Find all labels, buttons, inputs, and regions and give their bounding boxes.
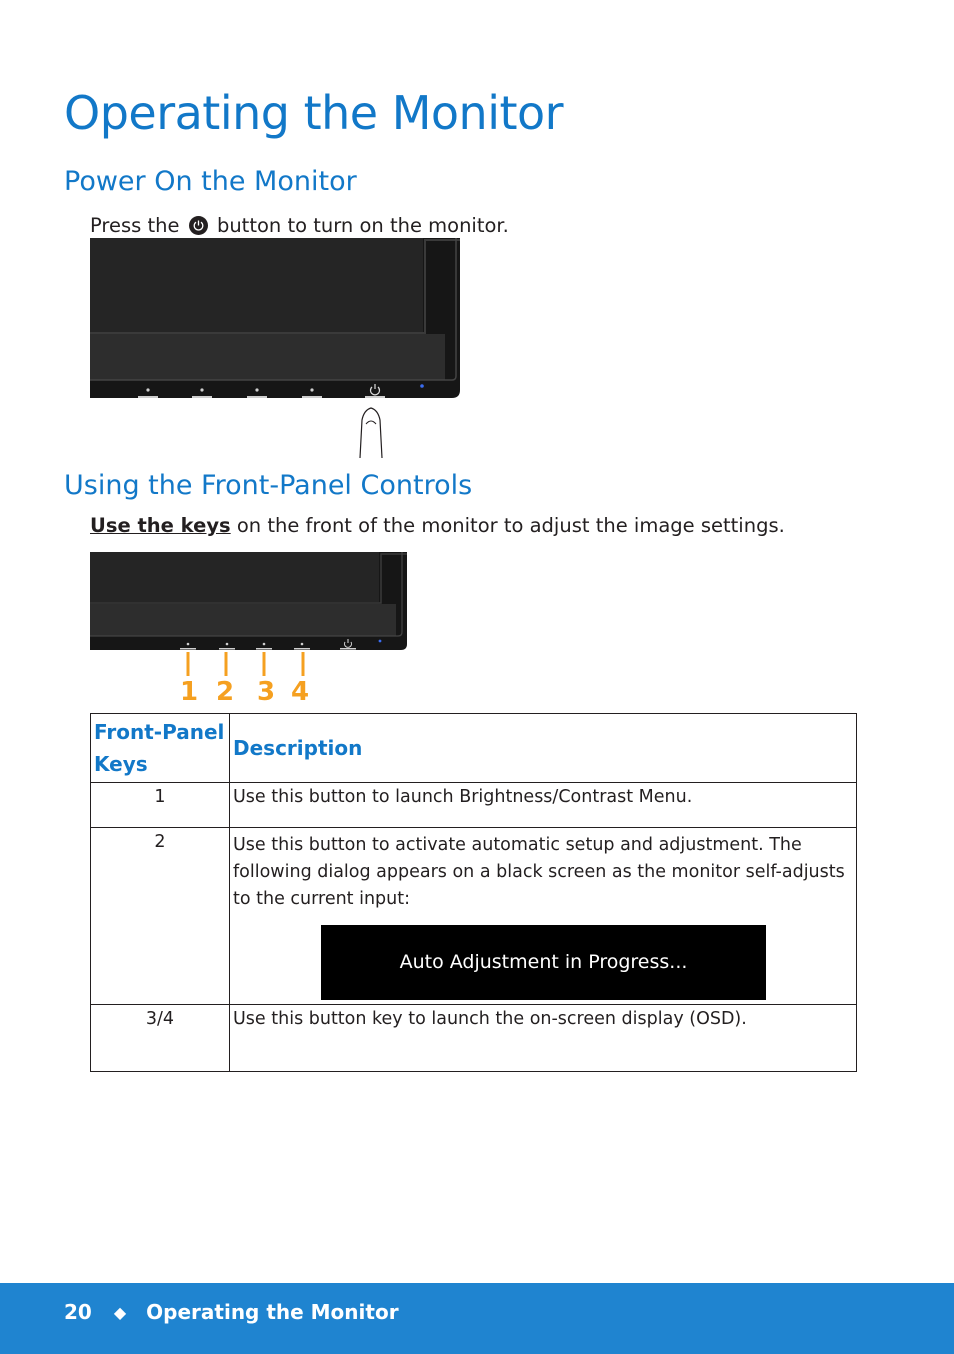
front-panel-keys-table: [90, 713, 857, 1072]
callout-2: 2: [216, 677, 235, 706]
monitor-front-panel-illustration: [90, 552, 410, 706]
section-heading-front-panel: Using the Front-Panel Controls: [64, 470, 473, 501]
page-title: Operating the Monitor: [64, 86, 564, 140]
footer-text: [64, 1300, 399, 1324]
auto-adjust-dialog: Auto Adjustment in Progress...: [321, 925, 766, 1000]
power-on-text-after: button to turn on the monitor.: [216, 214, 509, 237]
power-button-icon: [189, 216, 208, 235]
table-row: [91, 783, 857, 828]
description-cell: [230, 828, 857, 1005]
key-cell: 2: [91, 828, 230, 1005]
callout-3: 3: [257, 677, 276, 706]
diamond-icon: ◆: [113, 1303, 127, 1322]
footer-title: Operating the Monitor: [146, 1300, 399, 1324]
key-cell: 3/4: [91, 1005, 230, 1072]
section-heading-power-on: Power On the Monitor: [64, 166, 357, 197]
page-footer: [0, 1283, 954, 1354]
callout-4: 4: [291, 677, 310, 706]
description-cell: Use this button to launch Brightness/Contrast Menu.: [230, 783, 857, 828]
front-panel-text-after: on the front of the monitor to adjust the image settings.: [230, 514, 785, 537]
power-on-text-before: Press the: [90, 214, 180, 237]
header-front-panel-keys: Front-Panel Keys: [91, 714, 230, 783]
power-on-instruction: [90, 214, 509, 237]
description-cell: Use this button key to launch the on-screen display (OSD).: [230, 1005, 857, 1072]
header-description: Description: [230, 714, 857, 783]
table-header-row: [91, 714, 857, 783]
page-number: 20: [64, 1300, 92, 1324]
use-the-keys-link[interactable]: Use the keys: [90, 514, 231, 537]
callout-1: 1: [180, 677, 199, 706]
table-row: [91, 828, 857, 1005]
monitor-power-illustration: [90, 238, 462, 460]
table-row: [91, 1005, 857, 1072]
key-cell: 1: [91, 783, 230, 828]
description-text: Use this button to activate automatic setup and adjustment. The following dialog appears on a black screen as the monitor self-adjusts to the current input:: [233, 835, 845, 909]
front-panel-instruction: [90, 514, 785, 537]
